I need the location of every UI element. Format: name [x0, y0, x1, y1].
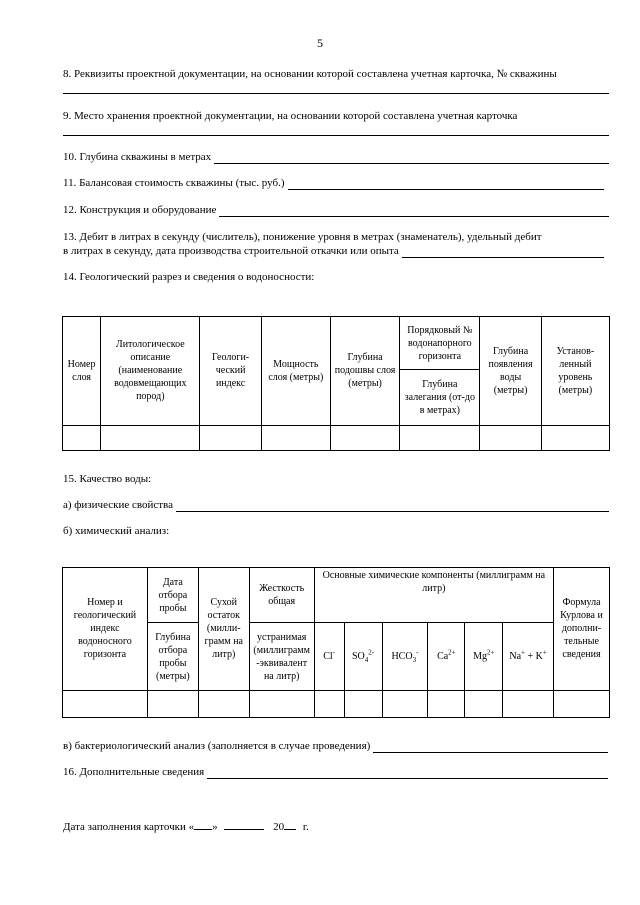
- item-15a-field[interactable]: [176, 501, 609, 512]
- item-11-field[interactable]: [288, 179, 604, 190]
- chem-col-horizon: Номер и геологический индекс водоносного горизонта: [63, 568, 148, 691]
- month-field[interactable]: [224, 819, 264, 830]
- item-11-label: 11. Балансовая стоимость скважины (тыс. руб.): [63, 177, 285, 189]
- item-11-row: [63, 177, 604, 190]
- chem-col-hardness-total: Жесткость общая: [249, 568, 314, 623]
- chem-col-components: Основные химические компоненты (миллиграмм на литр): [314, 568, 553, 623]
- item-15a-label: а) физические свойства: [63, 499, 173, 511]
- ion-mg: $Mg^{2+}$: [465, 623, 503, 690]
- fill-date-row: Дата заполнения карточки « » 20 г.: [63, 821, 309, 833]
- ion-ca: $Ca^{2+}$: [428, 623, 465, 690]
- geo-col-water-depth: Глубина появления воды (метры): [480, 317, 541, 426]
- chem-col-kurlov: Формула Курлова и дополни-тельные сведения: [554, 568, 610, 691]
- geo-col-occurrence-depth: Глубина залегания (от-до в метрах): [400, 370, 480, 425]
- item-9-label: 9. Место хранения проектной документации, на основании которой составлена учетная карточка: [63, 110, 518, 122]
- item-14-label: 14. Геологический разрез и сведения о водоносности:: [63, 271, 315, 283]
- item-13-field[interactable]: [402, 247, 604, 258]
- item-15b-label: б) химический анализ:: [63, 525, 170, 537]
- chem-col-sample-date: Дата отбора пробы: [147, 568, 198, 623]
- ion-hco3: $HCO_3^-$: [382, 623, 428, 690]
- item-15v-field[interactable]: [373, 742, 608, 753]
- ion-so4: $SO_4^{2-}$: [344, 623, 382, 690]
- item-13-row: [63, 245, 604, 258]
- item-15v-row: [63, 740, 608, 753]
- ion-cl: Cl-: [314, 623, 344, 690]
- item-10-row: [63, 151, 609, 164]
- item-10-label: 10. Глубина скважины в метрах: [63, 151, 212, 163]
- item-10-field[interactable]: [214, 153, 609, 164]
- item-12-label: 12. Конструкция и оборудование: [63, 204, 217, 216]
- fill-date-label: Дата заполнения карточки «: [63, 821, 195, 833]
- geology-table: [62, 316, 610, 451]
- item-13-label: в литрах в секунду, дата производства строительной откачки или опыта: [63, 245, 399, 257]
- page-number: 5: [317, 36, 323, 50]
- chem-col-dry-residue: Сухой остаток (милли-грамм на литр): [198, 568, 249, 691]
- item-9-rule[interactable]: [63, 135, 609, 136]
- geo-col-layer-number: Номер слоя: [63, 317, 101, 426]
- item-12-field[interactable]: [219, 206, 609, 217]
- geo-col-thickness: Мощность слоя (метры): [261, 317, 330, 426]
- table-row: [63, 425, 610, 450]
- chem-col-hardness-removable: устранимая (миллиграмм -эквивалент на литр): [249, 623, 314, 690]
- item-8-label: 8. Реквизиты проектной документации, на основании которой составлена учетная карточка, № скважины: [63, 68, 557, 80]
- day-field[interactable]: [194, 819, 212, 830]
- item-12-row: [63, 204, 609, 217]
- year-prefix: 20: [273, 821, 285, 833]
- item-16-row: [63, 766, 608, 779]
- item-15-label: 15. Качество воды:: [63, 473, 152, 485]
- year-suffix: г.: [302, 821, 309, 833]
- item-16-label: 16. Дополнительные сведения: [63, 766, 205, 778]
- item-16-field[interactable]: [207, 768, 608, 779]
- chem-col-sample-depth: Глубина отбора пробы (метры): [147, 623, 198, 690]
- geo-col-base-depth: Глубина подошвы слоя (метры): [330, 317, 399, 426]
- item-13-line1: 13. Дебит в литрах в секунду (числитель), понижение уровня в метрах (знаменатель), удельный дебит: [63, 231, 542, 243]
- year-field[interactable]: [284, 819, 296, 830]
- item-15a-row: [63, 499, 609, 512]
- geo-col-geo-index: Геологи-ческий индекс: [200, 317, 261, 426]
- geo-col-lithology: Литологическое описание (наименование водовмещающих пород): [101, 317, 200, 426]
- item-15v-label: в) бактериологический анализ (заполняется в случае проведения): [63, 740, 371, 752]
- table-row: [63, 690, 610, 717]
- item-8-rule[interactable]: [63, 93, 609, 94]
- geo-col-horizon-number: Порядковый № водонапорного горизонта: [400, 317, 480, 370]
- chemical-table: [62, 567, 610, 718]
- geo-col-static-level: Установ-ленный уровень (метры): [541, 317, 609, 426]
- ion-na-k: Na+ + K+: [503, 623, 554, 690]
